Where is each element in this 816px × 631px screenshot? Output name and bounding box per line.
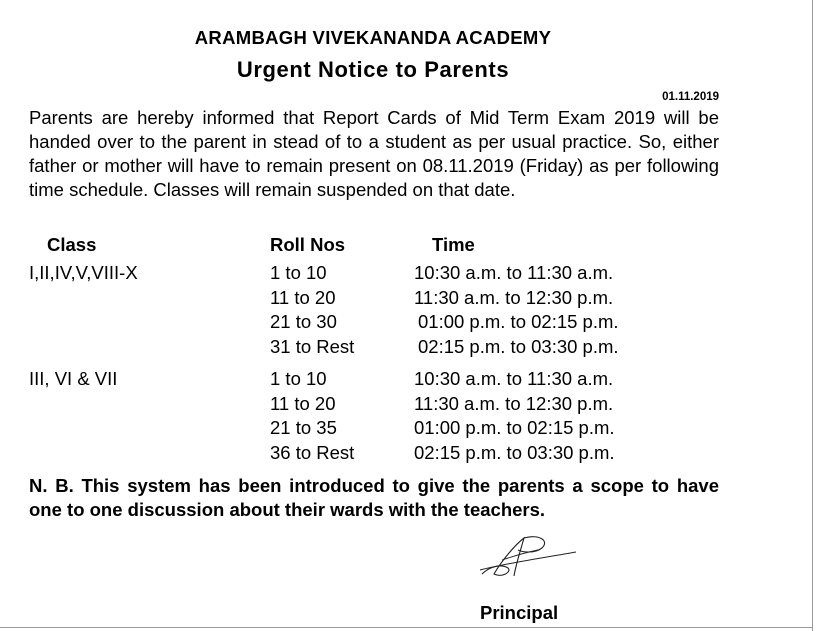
principal-label: Principal — [480, 602, 559, 623]
roll-cell: 11 to 20 — [270, 393, 336, 414]
roll-cell: 1 to 10 — [270, 368, 327, 389]
nb-note: N. B. This system has been introduced to give the parents a scope to have one to one discussion about their wards with the teachers. — [29, 475, 719, 520]
roll-cell: 36 to Rest — [270, 442, 355, 463]
time-cell: 10:30 a.m. to 11:30 a.m. — [414, 368, 614, 389]
time-cell: 01:00 p.m. to 02:15 p.m. — [418, 311, 619, 332]
notice-title: Urgent Notice to Parents — [236, 57, 510, 82]
time-cell: 11:30 a.m. to 12:30 p.m. — [414, 393, 614, 414]
roll-cell: 21 to 30 — [270, 311, 337, 332]
roll-cell: 21 to 35 — [270, 417, 337, 438]
page-edge-right — [812, 0, 813, 631]
roll-cell: 31 to Rest — [270, 336, 355, 357]
page-edge-bottom — [0, 627, 813, 628]
header-time: Time — [432, 234, 475, 255]
notice-date: 01.11.2019 — [662, 91, 719, 103]
school-name: ARAMBAGH VIVEKANANDA ACADEMY — [194, 27, 552, 48]
signature-mark — [472, 530, 582, 582]
header-roll: Roll Nos — [270, 234, 346, 255]
time-cell: 11:30 a.m. to 12:30 p.m. — [414, 287, 614, 308]
roll-cell: 11 to 20 — [270, 287, 336, 308]
time-cell: 02:15 p.m. to 03:30 p.m. — [418, 336, 619, 357]
class-group-2: III, VI & VII — [29, 368, 118, 389]
header-class: Class — [47, 234, 97, 255]
roll-cell: 1 to 10 — [270, 262, 327, 283]
time-cell: 02:15 p.m. to 03:30 p.m. — [414, 442, 615, 463]
class-group-1: I,II,IV,V,VIII-X — [29, 262, 138, 283]
time-cell: 10:30 a.m. to 11:30 a.m. — [414, 262, 614, 283]
time-cell: 01:00 p.m. to 02:15 p.m. — [414, 417, 615, 438]
notice-body: Parents are hereby informed that Report Cards of Mid Term Exam 2019 will be handed over to the parent in stead of to a student as per usual practice. So, either father or mother will have to remain present on 08.11.2019 (Friday) as per following time schedule. Classes will remain suspended on that date. — [29, 107, 719, 200]
